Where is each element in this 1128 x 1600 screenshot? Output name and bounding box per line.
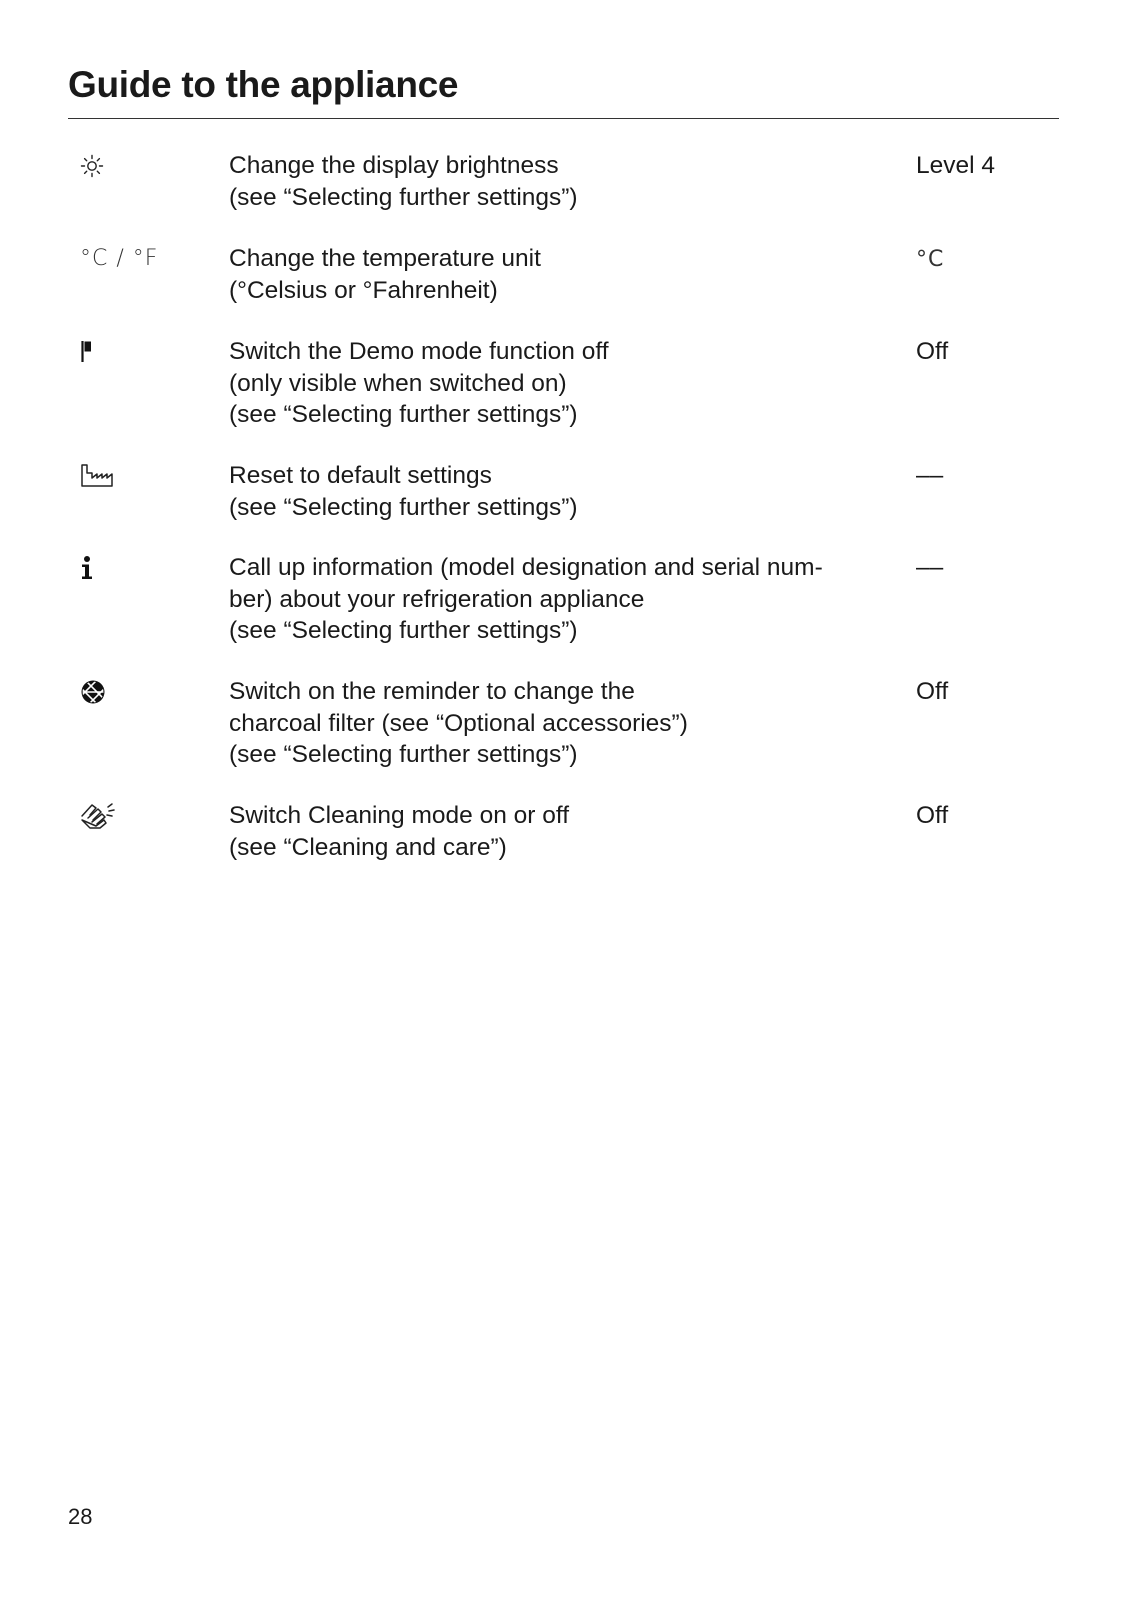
description-line: (see “Selecting further settings”)	[229, 617, 578, 644]
settings-list	[68, 150, 1059, 863]
charcoal-filter-icon	[68, 676, 229, 708]
description-line: Switch the Demo mode function off	[229, 338, 609, 365]
description-line: Reset to default settings	[229, 462, 492, 489]
default-value: Off	[916, 338, 949, 365]
setting-row-charcoal-filter	[68, 676, 1059, 800]
description-line: ber) about your refrigeration appliance	[229, 585, 645, 613]
title-divider	[68, 118, 1059, 119]
setting-description	[229, 676, 916, 771]
description-line: (see “Cleaning and care”)	[229, 833, 507, 861]
description-line: Switch Cleaning mode on or off	[229, 802, 570, 829]
default-value: ––	[916, 462, 944, 489]
default-value: ––	[916, 554, 944, 581]
setting-description	[229, 460, 916, 523]
default-value: Level 4	[916, 152, 996, 179]
description-line: Change the temperature unit	[229, 245, 541, 272]
page-number: 28	[68, 1504, 93, 1529]
page-title: Guide to the appliance	[68, 64, 459, 105]
setting-description	[229, 336, 916, 431]
description-line: (see “Selecting further settings”)	[229, 183, 578, 211]
setting-row-demo-mode	[68, 336, 1059, 460]
default-value-unit: °C	[916, 247, 945, 272]
description-line: (°Celsius or °Fahrenheit)	[229, 276, 498, 304]
default-value	[916, 243, 1059, 276]
cleaning-mode-hand-icon	[68, 800, 229, 832]
description-line: (see “Selecting further settings”)	[229, 741, 578, 768]
temperature-unit-icon-label: °C / °F	[80, 246, 159, 271]
setting-description	[229, 552, 916, 647]
description-line: charcoal filter (see “Optional accessories”)	[229, 709, 688, 737]
default-value: Off	[916, 678, 949, 705]
information-icon	[68, 552, 229, 584]
temperature-unit-icon	[68, 243, 229, 275]
setting-row-temperature-unit	[68, 243, 1059, 336]
setting-row-factory-reset	[68, 460, 1059, 552]
description-line: Switch on the reminder to change the	[229, 678, 635, 705]
brightness-icon	[68, 150, 229, 182]
description-line: (only visible when switched on)	[229, 369, 567, 397]
description-line: Call up information (model designation and serial num-	[229, 554, 823, 581]
factory-reset-icon	[68, 460, 229, 492]
setting-description	[229, 150, 916, 213]
description-line: (see “Selecting further settings”)	[229, 493, 578, 521]
demo-mode-flag-icon	[68, 336, 229, 368]
setting-row-information	[68, 552, 1059, 676]
setting-row-cleaning-mode	[68, 800, 1059, 863]
description-line: (see “Selecting further settings”)	[229, 401, 578, 428]
description-line: Change the display brightness	[229, 152, 559, 179]
setting-row-brightness	[68, 150, 1059, 243]
setting-description	[229, 243, 916, 306]
setting-description	[229, 800, 916, 863]
default-value: Off	[916, 802, 949, 829]
